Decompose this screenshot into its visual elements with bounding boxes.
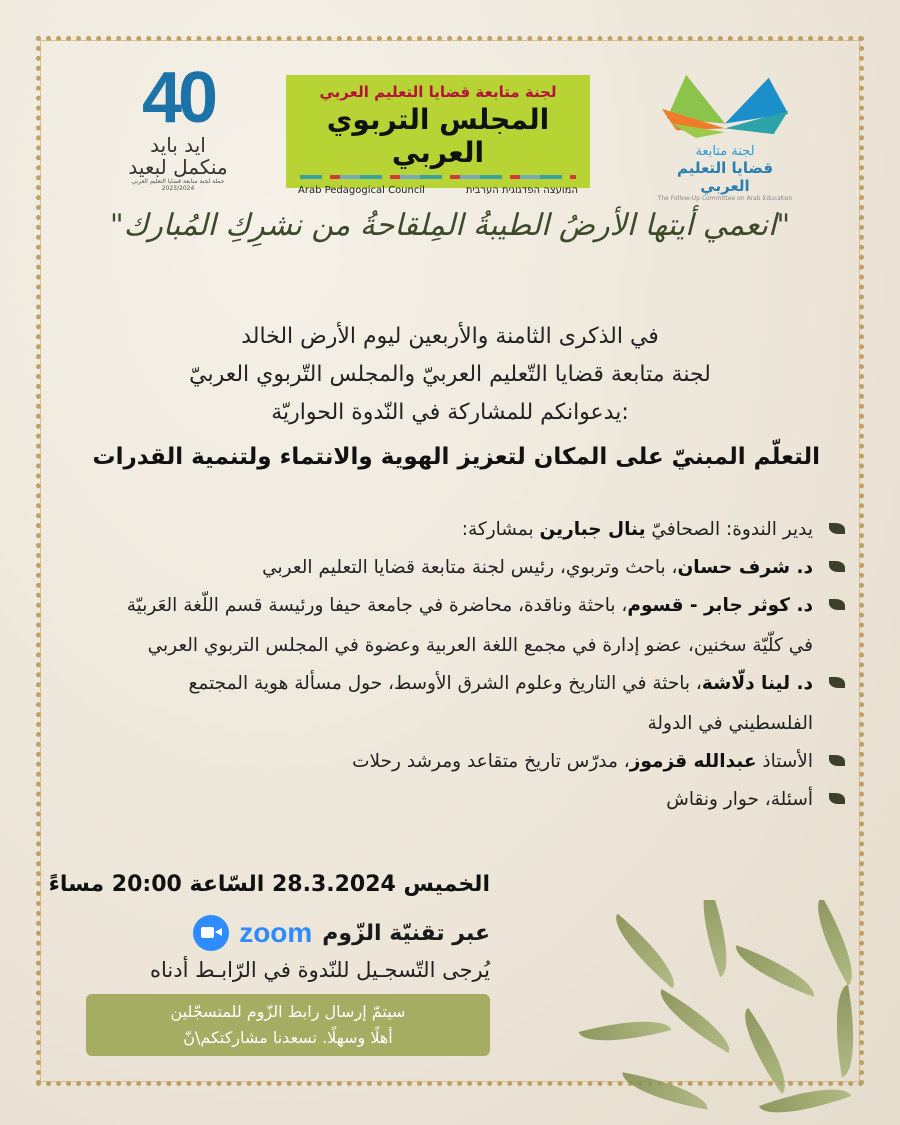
item-desc: ، باحث وتربوي، رئيس لجنة متابعة قضايا التعليم العربي xyxy=(262,557,678,578)
olive-leaf-bullet-icon xyxy=(829,677,845,688)
list-item xyxy=(115,780,845,820)
arab-pedagogical-council-logo xyxy=(286,75,590,196)
seminar-title: التعلّم المبنيّ على المكان لتعزيز الهوية والانتماء ولتنمية القدرات xyxy=(92,444,820,470)
note-line: سيتمّ إرسال رابط الزّوم للمتسجّلين xyxy=(170,1002,406,1021)
campaign-40-logo xyxy=(118,58,238,192)
zoom-row xyxy=(193,915,490,951)
item-name: د. كوثر جابر - قسوم xyxy=(627,595,813,616)
item-prefix: الأستاذ xyxy=(756,751,813,772)
list-item xyxy=(115,742,845,782)
council-top-text: لجنة متابعة قضايا التعليم العربي xyxy=(319,83,557,101)
intro-line: يدعوانكم للمشاركة في النّدوة الحواريّة: xyxy=(271,400,629,425)
logo-line2: منكمل لبعيد xyxy=(128,155,228,179)
council-color-bar xyxy=(300,175,576,179)
logo-caption: حملة لجنة متابعة قضايا التعليم العربي 2023/2024 xyxy=(131,178,225,192)
intro-text xyxy=(0,318,900,432)
item-desc: بمشاركة: xyxy=(461,519,540,540)
speakers-list xyxy=(115,510,845,818)
council-hebrew: המועצה הפדגוגית הערבית xyxy=(465,185,578,196)
item-desc: ، باحثة وناقدة، محاضرة في جامعة حيفا ورئيسة قسم اللّغة العَربيّة في كلّيّة سخنين، عضو إدارة في مجمع اللغة العربية وعضوة في المجلس التربوي العربي xyxy=(126,595,813,656)
list-item xyxy=(115,548,845,588)
item-desc: ، باحثة في التاريخ وعلوم الشرق الأوسط، حول مسألة هوية المجتمع الفلسطيني في الدولة xyxy=(188,673,813,734)
note-line: أهلًا وسهلًا. تسعدنا مشاركتكم\نّ xyxy=(183,1028,393,1047)
committee-line2: قضايا التعليم العربي xyxy=(676,159,774,195)
via-zoom-label: عبر تقنيّة الزّوم xyxy=(322,920,490,946)
olive-branch-decoration xyxy=(560,900,900,1125)
intro-line: لجنة متابعة قضايا التّعليم العربيّ والمجلس التّربوي العربيّ xyxy=(189,362,711,387)
open-book-icon xyxy=(655,70,795,140)
item-desc: ، مدرّس تاريخ متقاعد ومرشد رحلات xyxy=(352,751,630,772)
committee-line1: لجنة متابعة xyxy=(695,144,755,159)
olive-leaf-bullet-icon xyxy=(829,793,845,804)
list-item xyxy=(115,664,845,744)
olive-leaf-bullet-icon xyxy=(829,755,845,766)
logo-number: 40 xyxy=(141,58,215,138)
follow-up-committee-logo xyxy=(650,70,800,202)
olive-leaf-bullet-icon xyxy=(829,561,845,572)
registration-note-box xyxy=(86,994,490,1056)
item-name: عبدالله قزموز xyxy=(629,751,757,772)
intro-line: في الذكرى الثامنة والأربعين ليوم الأرض الخالد xyxy=(241,324,659,349)
committee-english: The Follow-Up Committee on Arab Education xyxy=(657,195,793,202)
council-name: المجلس التربوي العربي xyxy=(326,103,550,169)
item-name: ينال جبارين xyxy=(539,519,646,540)
calligraphy-quote: "انعمي أيتها الأرضُ الطيبةُ المِلقاحةُ من نشرِكِ المُبارك" xyxy=(109,208,791,243)
registration-text: يُرجى التّسجـيل للنّدوة في الرّابـط أدناه xyxy=(150,958,490,982)
item-name: د. لينا دلّاشة xyxy=(701,673,813,694)
olive-leaf-bullet-icon xyxy=(829,599,845,610)
item-name: د. شرف حسان xyxy=(677,557,813,578)
council-english: Arab Pedagogical Council xyxy=(298,185,425,196)
item-prefix: أسئلة، حوار ونقاش xyxy=(666,789,813,810)
logo-line1: ايد بايد xyxy=(150,133,206,157)
zoom-wordmark: zoom xyxy=(239,917,313,948)
list-item xyxy=(115,586,845,666)
item-prefix: يدير الندوة: الصحافيّ xyxy=(645,519,813,540)
olive-leaf-bullet-icon xyxy=(829,523,845,534)
event-date: الخميس 28.3.2024 السّاعة 20:00 مساءً xyxy=(48,872,490,897)
zoom-camera-icon xyxy=(193,915,229,951)
list-item xyxy=(115,510,845,550)
